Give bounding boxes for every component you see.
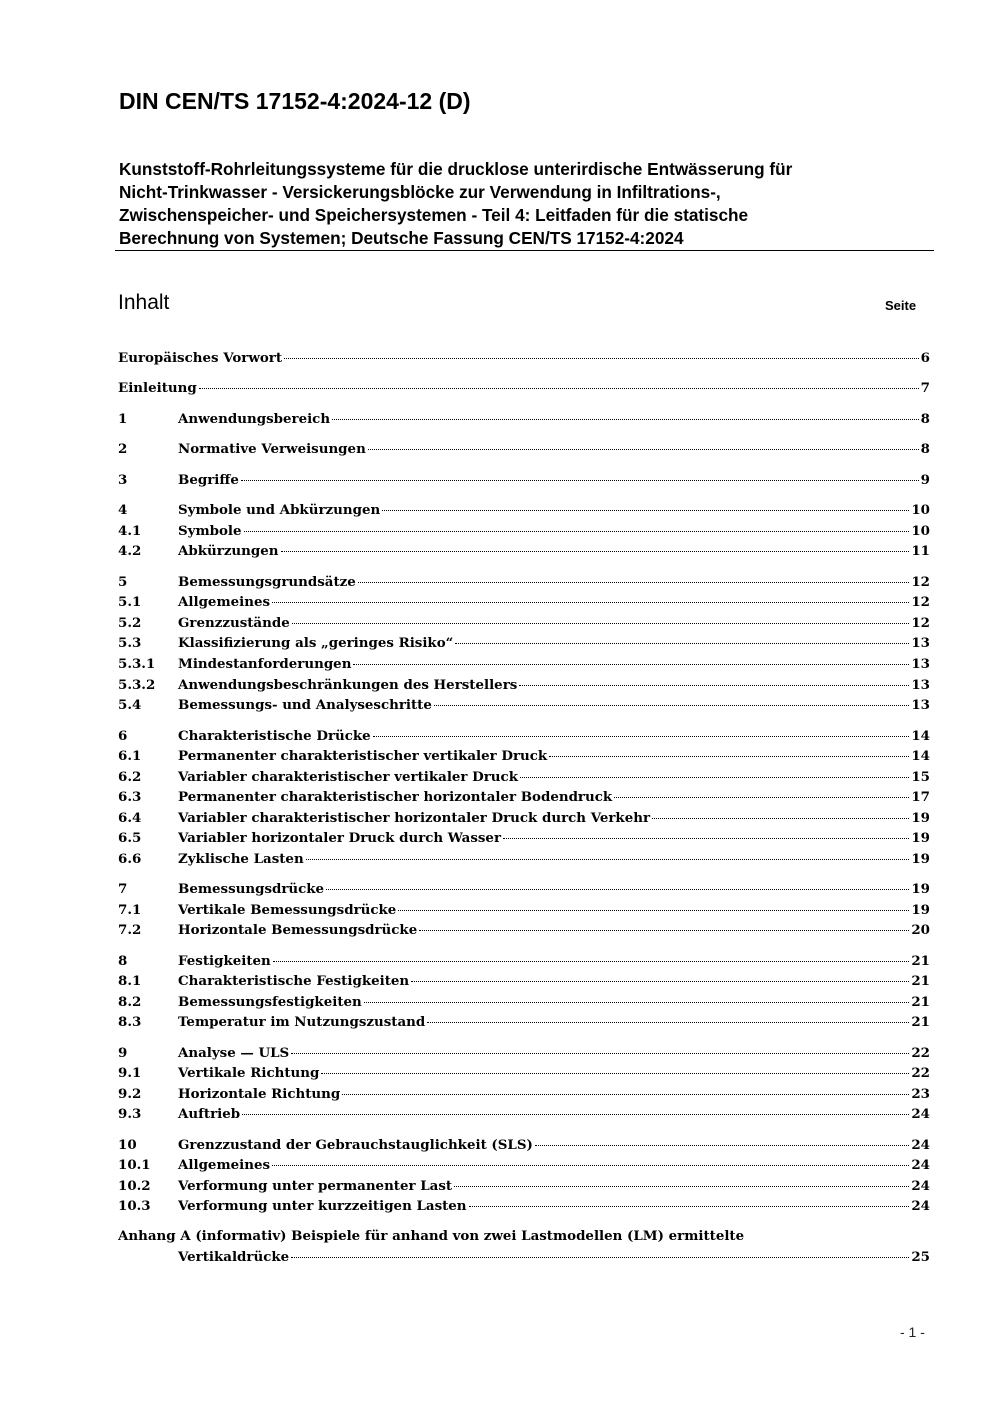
toc-entry-text: Vertikaldrücke (178, 1249, 290, 1265)
toc-entry[interactable] (118, 900, 930, 920)
toc-leader-dots (368, 448, 919, 450)
toc-entry[interactable] (118, 1155, 930, 1175)
toc-entry-number: 10 (118, 1137, 137, 1153)
toc-entry-number: 4.1 (118, 523, 142, 539)
toc-entry[interactable] (118, 920, 930, 940)
toc-leader-dots (281, 550, 910, 552)
toc-entry-number: 5 (118, 574, 128, 590)
toc-entry-number: 6.3 (118, 789, 142, 805)
document-title: DIN CEN/TS 17152-4:2024-12 (D) (119, 88, 471, 114)
toc-entry-page: 6 (920, 350, 930, 366)
toc-entry[interactable] (118, 439, 930, 459)
toc-entry[interactable] (118, 1196, 930, 1216)
toc-heading: Inhalt (118, 291, 170, 314)
toc-entry-text: Anwendungsbereich (178, 411, 331, 427)
toc-leader-dots (535, 1144, 910, 1146)
toc-entry-number: 9.2 (118, 1086, 142, 1102)
toc-entry-text: Zyklische Lasten (178, 851, 304, 867)
toc-entry-number: 8.3 (118, 1014, 142, 1030)
toc-entry-number: 6.2 (118, 769, 142, 785)
toc-entry[interactable] (118, 592, 930, 612)
document-subtitle (119, 158, 934, 250)
toc-entry-text: Grenzzustand der Gebrauchstauglichkeit (SLS) (178, 1137, 533, 1153)
toc-entry-page: 21 (911, 1014, 930, 1030)
toc-leader-dots (364, 1001, 910, 1003)
toc-entry[interactable] (118, 654, 930, 674)
toc-entry-number: 2 (118, 441, 128, 457)
toc-leader-dots (284, 357, 919, 359)
toc-entry-page: 10 (911, 502, 930, 518)
toc-entry-text: Permanenter charakteristischer horizontaler Bodendruck (178, 789, 613, 805)
toc-entry-page: 12 (911, 615, 930, 631)
toc-entry[interactable] (118, 348, 930, 368)
toc-entry-text: Permanenter charakteristischer vertikaler Druck (178, 748, 548, 764)
toc-annex-entry[interactable] (178, 1247, 930, 1267)
toc-entry[interactable] (118, 613, 930, 633)
toc-leader-dots (199, 387, 919, 389)
toc-leader-dots (306, 858, 910, 860)
toc-entry-page: 20 (911, 922, 930, 938)
toc-entry-text: Bemessungsfestigkeiten (178, 994, 362, 1010)
toc-entry[interactable] (118, 409, 930, 429)
toc-entry-number: 5.2 (118, 615, 142, 631)
page-column-label: Seite (885, 298, 917, 313)
toc-entry-number: 3 (118, 472, 128, 488)
toc-entry[interactable] (118, 971, 930, 991)
toc-leader-dots (455, 642, 909, 644)
toc-entry[interactable] (118, 378, 930, 398)
toc-entry-text: Allgemeines (178, 1157, 271, 1173)
toc-entry-text: Klassifizierung als „geringes Risiko“ (178, 635, 454, 651)
toc-entry[interactable] (118, 1012, 930, 1032)
toc-entry-page: 19 (911, 881, 930, 897)
toc-entry[interactable] (118, 500, 930, 520)
toc-entry-text: Festigkeiten (178, 953, 271, 969)
toc-entry-page: 21 (911, 994, 930, 1010)
toc-entry[interactable] (118, 787, 930, 807)
toc-leader-dots (411, 980, 909, 982)
toc-entry-number: 6.4 (118, 810, 142, 826)
toc-leader-dots (291, 1256, 909, 1258)
toc-entry-page: 17 (911, 789, 930, 805)
toc-entry-text: Symbole (178, 523, 242, 539)
toc-entry-text: Begriffe (178, 472, 239, 488)
toc-entry[interactable] (118, 828, 930, 848)
toc-annex-title[interactable]: Anhang A (informativ) Beispiele für anhand von zwei Lastmodellen (LM) ermittelte (118, 1228, 745, 1244)
toc-entry-number: 6.5 (118, 830, 142, 846)
toc-entry[interactable] (118, 951, 930, 971)
toc-leader-dots (519, 684, 909, 686)
toc-entry-text: Verformung unter permanenter Last (178, 1178, 453, 1194)
toc-entry-page: 8 (920, 441, 930, 457)
toc-leader-dots (503, 837, 909, 839)
toc-leader-dots (321, 1072, 909, 1074)
toc-leader-dots (382, 509, 909, 511)
toc-entry-number: 9.1 (118, 1065, 142, 1081)
toc-entry-text: Charakteristische Festigkeiten (178, 973, 410, 989)
toc-entry-page: 10 (911, 523, 930, 539)
toc-entry-text: Horizontale Richtung (178, 1086, 341, 1102)
toc-entry-page: 13 (911, 635, 930, 651)
toc-entry-number: 10.2 (118, 1178, 151, 1194)
toc-entry-number: 9 (118, 1045, 128, 1061)
toc-entry-page: 12 (911, 574, 930, 590)
toc-entry-page: 19 (911, 902, 930, 918)
toc-entry-page: 13 (911, 697, 930, 713)
toc-leader-dots (332, 418, 919, 420)
toc-entry-text: Anwendungsbeschränkungen des Herstellers (178, 677, 518, 693)
toc-entry-text: Variabler horizontaler Druck durch Wasser (178, 830, 502, 846)
toc-entry-text: Variabler charakteristischer vertikaler Druck (178, 769, 518, 785)
subtitle-line: Kunststoff-Rohrleitungssysteme für die drucklose unterirdische Entwässerung für (119, 159, 793, 179)
toc-entry-page: 25 (911, 1249, 930, 1265)
toc-entry-page: 14 (911, 748, 930, 764)
toc-entry-page: 14 (911, 728, 930, 744)
toc-leader-dots (291, 1052, 909, 1054)
toc-entry-page: 22 (911, 1045, 930, 1061)
toc-entry-text: Symbole und Abkürzungen (178, 502, 381, 518)
toc-entry-text: Horizontale Bemessungsdrücke (178, 922, 418, 938)
toc-leader-dots (520, 776, 909, 778)
toc-entry-text: Auftrieb (178, 1106, 241, 1122)
toc-leader-dots (353, 663, 909, 665)
toc-entry[interactable] (118, 675, 930, 695)
toc-entry-text: Bemessungsdrücke (178, 881, 325, 897)
toc-entry-number: 5.3.2 (118, 677, 156, 693)
toc-leader-dots (614, 796, 909, 798)
toc-entry-text: Abkürzungen (178, 543, 279, 559)
toc-entry-number: 10.1 (118, 1157, 151, 1173)
toc-leader-dots (241, 479, 919, 481)
toc-entry-page: 24 (911, 1137, 930, 1153)
toc-entry-text: Bemessungs- und Analyseschritte (178, 697, 432, 713)
toc-entry-page: 24 (911, 1157, 930, 1173)
toc-leader-dots (273, 960, 910, 962)
toc-leader-dots (272, 601, 909, 603)
subtitle-line: Berechnung von Systemen; Deutsche Fassung CEN/TS 17152-4:2024 (119, 228, 684, 248)
toc-leader-dots (373, 735, 910, 737)
toc-entry[interactable] (118, 1043, 930, 1063)
toc-entry-page: 11 (911, 543, 930, 559)
toc-entry[interactable] (118, 767, 930, 787)
toc-entry-page: 24 (911, 1178, 930, 1194)
toc-entry[interactable] (118, 1104, 930, 1124)
toc-leader-dots (244, 530, 910, 532)
toc-entry[interactable] (118, 1135, 930, 1155)
toc-entry-page: 12 (911, 594, 930, 610)
toc-entry-page: 24 (911, 1106, 930, 1122)
toc-entry[interactable] (118, 1176, 930, 1196)
toc-entry-number: 5.3.1 (118, 656, 156, 672)
toc-entry[interactable] (118, 849, 930, 869)
toc-entry-text: Grenzzustände (178, 615, 290, 631)
toc-entry-page: 7 (920, 380, 930, 396)
toc-entry[interactable] (118, 879, 930, 899)
toc-entry-text: Allgemeines (178, 594, 271, 610)
toc-leader-dots (358, 581, 910, 583)
toc-entry-page: 15 (911, 769, 930, 785)
toc-entry-number: 5.3 (118, 635, 142, 651)
toc-entry-page: 8 (920, 411, 930, 427)
toc-entry-number: 6.6 (118, 851, 142, 867)
toc-entry-text: Einleitung (118, 380, 197, 396)
toc-entry[interactable] (118, 808, 930, 828)
toc-leader-dots (242, 1113, 909, 1115)
toc-entry-number: 7.1 (118, 902, 142, 918)
toc-entry-text: Vertikale Bemessungsdrücke (178, 902, 397, 918)
toc-entry-number: 8 (118, 953, 128, 969)
toc-leader-dots (434, 704, 909, 706)
toc-entry-number: 9.3 (118, 1106, 142, 1122)
toc-entry-page: 21 (911, 953, 930, 969)
toc-leader-dots (272, 1164, 909, 1166)
toc-entry-page: 19 (911, 810, 930, 826)
toc-entry-number: 7.2 (118, 922, 142, 938)
toc-entry-text: Mindestanforderungen (178, 656, 352, 672)
toc-entry[interactable] (118, 726, 930, 746)
toc-entry-page: 9 (920, 472, 930, 488)
toc-entry[interactable] (118, 746, 930, 766)
toc-entry-page: 19 (911, 851, 930, 867)
toc-entry-page: 22 (911, 1065, 930, 1081)
toc-entry-text: Verformung unter kurzzeitigen Lasten (178, 1198, 467, 1214)
toc-entry-number: 5.4 (118, 697, 142, 713)
toc-entry-page: 24 (911, 1198, 930, 1214)
toc-entry-page: 13 (911, 656, 930, 672)
toc-leader-dots (326, 888, 909, 890)
toc-entry[interactable] (118, 521, 930, 541)
toc-leader-dots (427, 1021, 909, 1023)
toc-entry-number: 5.1 (118, 594, 142, 610)
subtitle-line: Zwischenspeicher- und Speichersystemen - Teil 4: Leitfaden für die statische (119, 205, 749, 225)
toc-entry-text: Temperatur im Nutzungszustand (178, 1014, 426, 1030)
toc-entry-page: 23 (911, 1086, 930, 1102)
toc-leader-dots (292, 622, 910, 624)
toc-entry-number: 6 (118, 728, 128, 744)
toc-entry-text: Europäisches Vorwort (118, 350, 283, 366)
toc-entry-number: 8.2 (118, 994, 142, 1010)
toc-leader-dots (652, 817, 909, 819)
toc-entry-number: 8.1 (118, 973, 142, 989)
toc-entry-number: 4 (118, 502, 128, 518)
toc-entry-page: 13 (911, 677, 930, 693)
toc-entry-number: 1 (118, 411, 128, 427)
toc-entry-text: Analyse — ULS (178, 1045, 290, 1061)
toc-entry[interactable] (118, 1084, 930, 1104)
toc-leader-dots (454, 1185, 909, 1187)
toc-entry-number: 6.1 (118, 748, 142, 764)
title-divider (115, 250, 934, 251)
toc-entry-number: 7 (118, 881, 128, 897)
toc-entry-text: Normative Verweisungen (178, 441, 366, 457)
toc-entry-number: 4.2 (118, 543, 142, 559)
toc-entry-page: 19 (911, 830, 930, 846)
toc-entry-number: 10.3 (118, 1198, 151, 1214)
toc-entry[interactable] (118, 992, 930, 1012)
toc-entry-page: 21 (911, 973, 930, 989)
toc-entry[interactable] (118, 572, 930, 592)
toc-entry[interactable] (118, 695, 930, 715)
toc-entry-text: Vertikale Richtung (178, 1065, 320, 1081)
toc-leader-dots (342, 1093, 909, 1095)
toc-leader-dots (469, 1205, 910, 1207)
toc-leader-dots (549, 755, 909, 757)
page-number: - 1 - (900, 1324, 925, 1340)
subtitle-line: Nicht-Trinkwasser - Versickerungsblöcke zur Verwendung in Infiltrations-, (119, 182, 721, 202)
toc-leader-dots (419, 929, 909, 931)
toc-entry[interactable] (118, 633, 930, 653)
toc-entry[interactable] (118, 470, 930, 490)
toc-entry-text: Charakteristische Drücke (178, 728, 371, 744)
toc-leader-dots (398, 909, 909, 911)
toc-entry-text: Variabler charakteristischer horizontaler Druck durch Verkehr (178, 810, 651, 826)
toc-entry[interactable] (118, 1063, 930, 1083)
toc-entry[interactable] (118, 541, 930, 561)
toc-entry-text: Bemessungsgrundsätze (178, 574, 356, 590)
